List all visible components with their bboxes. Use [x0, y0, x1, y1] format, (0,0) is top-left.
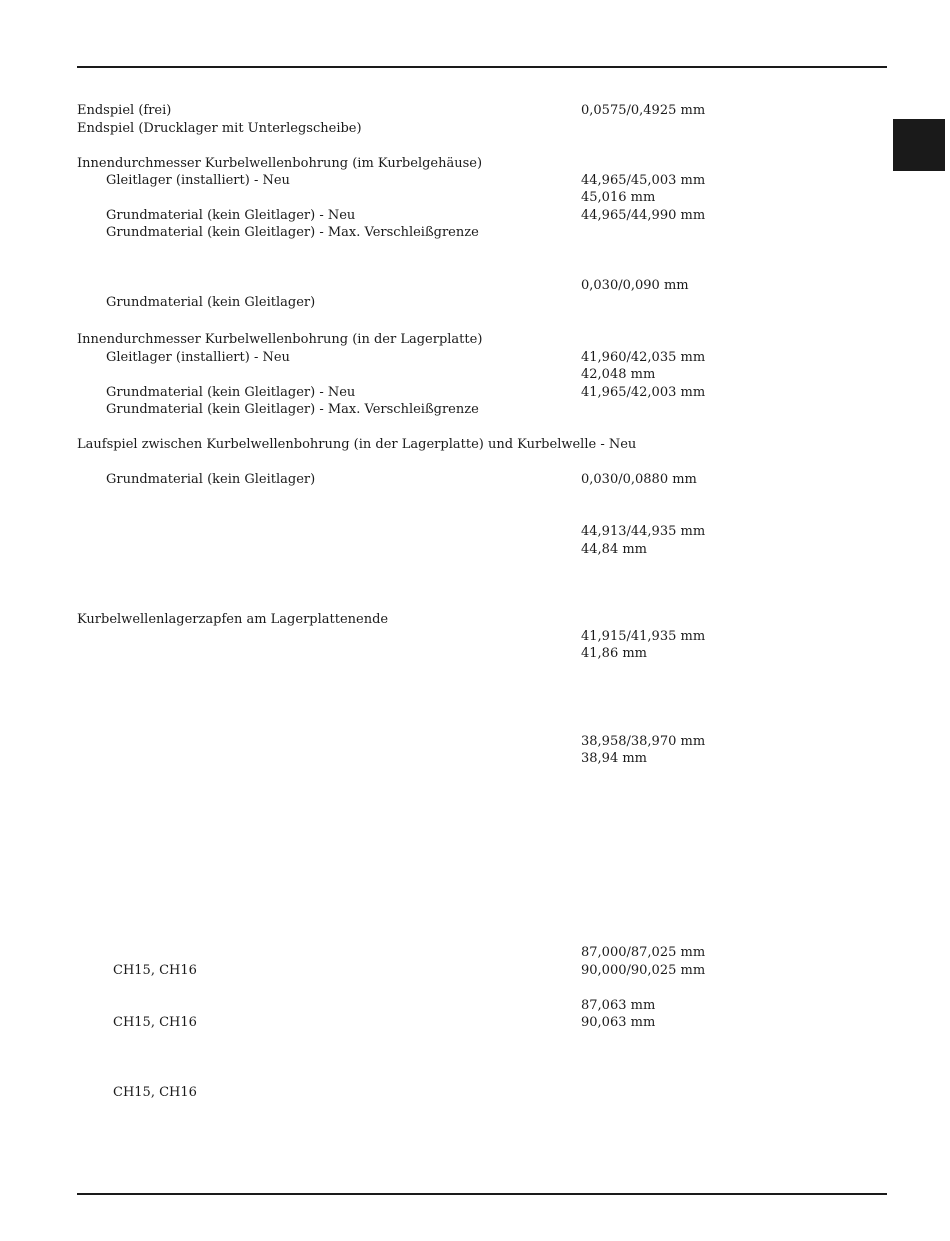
spec-value: 41,915/41,935 mm [581, 629, 706, 644]
spec-value: 44,84 mm [581, 542, 648, 557]
spec-value: 87,000/87,025 mm [581, 945, 706, 960]
spec-value: 38,94 mm [581, 751, 648, 766]
spec-value: 90,000/90,025 mm [581, 963, 706, 978]
spec-label: Grundmaterial (kein Gleitlager) - Max. Verschleißgrenze [106, 402, 479, 417]
header-rule [77, 66, 887, 68]
spec-label: CH15, CH16 [113, 963, 197, 978]
spec-value: 44,965/44,990 mm [581, 208, 706, 223]
spec-label: Endspiel (frei) [77, 103, 172, 118]
spec-value: 0,030/0,090 mm [581, 278, 689, 293]
spec-value: 41,86 mm [581, 646, 648, 661]
spec-value: 0,030/0,0880 mm [581, 472, 697, 487]
spec-label: Grundmaterial (kein Gleitlager) - Neu [106, 208, 356, 223]
spec-label: Grundmaterial (kein Gleitlager) [106, 295, 316, 310]
spec-value: 44,965/45,003 mm [581, 173, 706, 188]
footer-rule [77, 1193, 887, 1195]
spec-heading: Kurbelwellenlagerzapfen am Lagerplattenende [77, 612, 389, 627]
spec-value: 45,016 mm [581, 190, 656, 205]
spec-label: Grundmaterial (kein Gleitlager) - Neu [106, 385, 356, 400]
spec-value: 41,965/42,003 mm [581, 385, 706, 400]
spec-value: 87,063 mm [581, 998, 656, 1013]
spec-value: 41,960/42,035 mm [581, 350, 706, 365]
spec-label: Gleitlager (installiert) - Neu [106, 173, 290, 188]
spec-value: 42,048 mm [581, 367, 656, 382]
spec-heading: Innendurchmesser Kurbelwellenbohrung (im Kurbelgehäuse) [77, 156, 483, 171]
spec-value: 0,0575/0,4925 mm [581, 103, 706, 118]
spec-value: 38,958/38,970 mm [581, 734, 706, 749]
spec-heading: Innendurchmesser Kurbelwellenbohrung (in der Lagerplatte) [77, 332, 483, 347]
spec-value: 44,913/44,935 mm [581, 524, 706, 539]
spec-value: 90,063 mm [581, 1015, 656, 1030]
spec-label: Grundmaterial (kein Gleitlager) - Max. Verschleißgrenze [106, 225, 479, 240]
section-tab-marker [893, 119, 945, 171]
spec-label: CH15, CH16 [113, 1085, 197, 1100]
spec-heading: Laufspiel zwischen Kurbelwellenbohrung (in der Lagerplatte) und Kurbelwelle - Neu [77, 437, 637, 452]
spec-label: CH15, CH16 [113, 1015, 197, 1030]
spec-label: Endspiel (Drucklager mit Unterlegscheibe) [77, 121, 362, 136]
spec-label: Grundmaterial (kein Gleitlager) [106, 472, 316, 487]
spec-label: Gleitlager (installiert) - Neu [106, 350, 290, 365]
